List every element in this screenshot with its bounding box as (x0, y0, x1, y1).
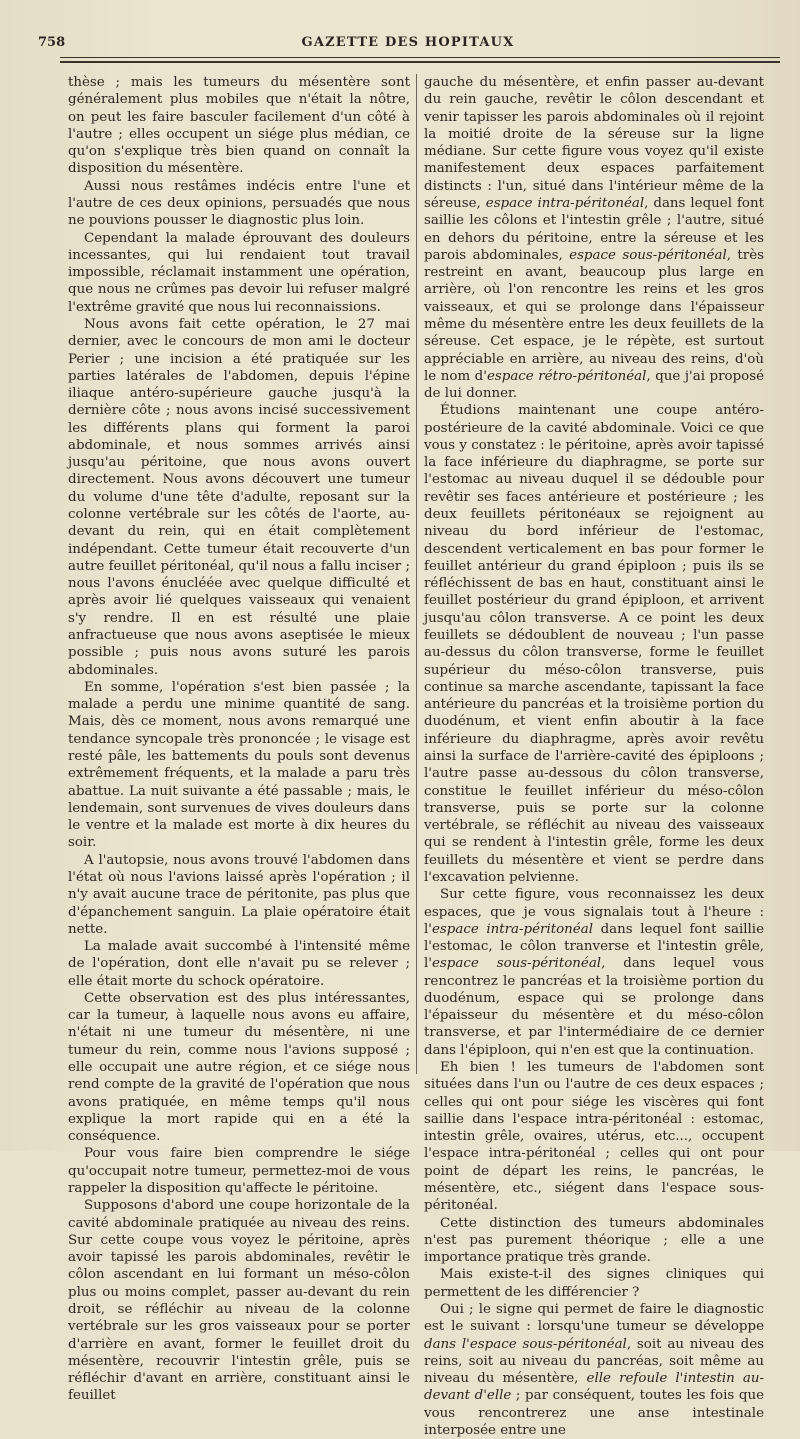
paragraph (424, 886, 764, 1059)
paragraph: Aussi nous restâmes indécis entre l'une et l'autre de ces deux opinions, persuadés que nous ne pouvions pousser le diagnostic plus loin. (68, 178, 410, 229)
text-run: Étudions maintenant une coupe antéro-postérieure de la cavité abdominale. Voici ce que vous y constatez : le péritoine, après avoir tapissé la face inférieure du diaphragme, se porte sur l'estomac au niveau duquel il se dédouble pour revêtir ses faces antérieure et postérieure ; les deux feuillets péritonéaux se rejoignent au niveau du bord inférieur de l'estomac, descendent verticalement en bas pour former le feuillet antérieur du grand épiploon ; puis ils se réfléchissent de bas en haut, constituant ainsi le feuillet postérieur du grand épiploon, et arrivent jusqu'au côlon transverse. A ce point les deux feuillets se dédoublent de nouveau ; l'un passe au-dessus du côlon transverse, forme le feuillet supérieur du méso-côlon transverse, puis continue sa marche ascendante, tapissant la face antérieure du pancréas et la troisième portion du duodénum, et vient enfin aboutir à la face inférieure du diaphragme, après avoir revêtu ainsi la surface de l'arrière-cavité des épiploons ; l'autre passe au-dessous du côlon transverse, constitue le feuillet inférieur du méso-côlon transverse, puis se porte sur la colonne vertébrale, se réfléchit au niveau des vaisseaux qui se rendent à l'intestin grêle, forme les deux feuillets du mésentère et vient se perdre dans l'excavation pelvienne. (424, 403, 764, 885)
page-header (38, 32, 778, 54)
paragraph: Cependant la malade éprouvant des douleurs incessantes, qui lui rendaient tout travail impossible, réclamait instamment une opération, que nous ne crûmes pas devoir lui refuser malgré l'extrême gravité que nous lui reconnaissions. (68, 230, 410, 315)
italic-term: espace intra-péritonéal (485, 195, 645, 211)
text-run: , dans lequel vous rencontrez le pancréas et la troisième portion du duodénum, espace qui se prolonge dans l'épaisseur du mésentère et du méso-côlon transverse, et par l'intermédiaire de ce dernier dans l'épiploon, qui n'en est que la continuation. (424, 956, 764, 1058)
column-divider (416, 74, 417, 1074)
text-run: Cette distinction des tumeurs abdominales n'est pas purement théorique ; elle a une importance pratique très grande. (424, 1215, 764, 1266)
left-column (68, 74, 410, 1405)
text-run: , dans lequel font saillie les côlons et l'intestin grêle ; l'autre, situé en dehors du péritoine, entre la séreuse et les parois abdominales, (424, 195, 764, 263)
paragraph: En somme, l'opération s'est bien passée ; la malade a perdu une minime quantité de sang. Mais, dès ce moment, nous avons remarqué une tendance syncopale très prononcée ; le visage est resté pâle, les battements du pouls sont devenus extrêmement fréquents, et la malade a paru très abattue. La nuit suivante a été passable ; mais, le lendemain, sont survenues de vives douleurs dans le ventre et la malade est morte à dix heures du soir. (68, 679, 410, 851)
paragraph: Pour vous faire bien comprendre le siége qu'occupait notre tumeur, permettez-moi de vous rappeler la disposition qu'affecte le péritoine. (68, 1146, 410, 1196)
paragraph: Cette observation est des plus intéressantes, car la tumeur, à laquelle nous avons eu affaire, n'était ni une tumeur du mésentère, ni une tumeur du rein, comme nous l'avions supposé ; elle occupait une autre région, et ce siége nous rend compte de la gravité de l'opération que nous avons pratiquée, en même temps qu'il nous explique la mort rapide qui en a été la conséquence. (68, 990, 410, 1145)
italic-term: elle refoule l'intestin au-devant d'elle (424, 1371, 765, 1404)
text-run: Mais existe-t-il des signes cliniques qui permettent de les différencier ? (424, 1267, 764, 1300)
header-rule-thin (60, 57, 780, 58)
italic-term: espace sous-péritonéal (569, 247, 727, 263)
journal-title: GAZETTE DES HOPITAUX (301, 35, 515, 50)
text-run: , que j'ai proposé de lui donner. (424, 368, 765, 402)
paragraph (424, 402, 764, 886)
text-run: , soit au niveau des reins, soit au niveau du pancréas, soit même au niveau du mésentère, (424, 1336, 764, 1387)
text-run: ; par conséquent, toutes les fois que vous rencontrerez une anse intestinale interposée entre une (424, 1388, 764, 1438)
paragraph (424, 1215, 764, 1267)
right-column (424, 74, 764, 1439)
paragraph: Nous avons fait cette opération, le 27 mai dernier, avec le concours de mon ami le docteur Perier ; une incision a été pratiquée sur les parties latérales de l'abdomen, depuis l'épine iliaque antéro-supérieure gauche jusqu'à la dernière côte ; nous avons incisé successivement les différents plans qui forment la paroi abdominale, et nous sommes arrivés ainsi jusqu'au péritoine, que nous avons ouvert directement. Nous avons découvert une tumeur du volume d'une tête d'adulte, reposant sur la colonne vertébrale sur les côtés de l'aorte, au-devant du rein, qui en était complètement indépendant. Cette tumeur était recouverte d'un autre feuillet péritonéal, qu'il nous a fallu inciser ; nous l'avons énucléée avec quelque difficulté et après avoir lié quelques vaisseaux qui venaient s'y rendre. Il en est résulté une plaie anfractueuse que nous avons aseptisée le mieux possible ; puis nous avons suturé les parois abdominales. (68, 316, 410, 678)
italic-term: dans l'espace sous-péritonéal (424, 1336, 627, 1352)
paragraph (424, 74, 764, 402)
paragraph: Supposons d'abord une coupe horizontale de la cavité abdominale pratiquée au niveau des reins. Sur cette coupe vous voyez le péritoine, après avoir tapissé les parois abdominales, revêtir le côlon ascendant en lui formant un méso-côlon plus ou moins complet, passer au-devant du rein droit, se réfléchir au niveau de la colonne vertébrale sur les gros vaisseaux pour se porter d'arrière en avant, former le feuillet droit du mésentère, recouvrir l'intestin grêle, puis se réfléchir d'avant en arrière, constituant ainsi le feuillet (68, 1198, 410, 1404)
text-run: , très restreint en avant, beaucoup plus large en arrière, où l'on rencontre les reins et les gros vaisseaux, et qui se prolonge dans l'épaisseur même du mésentère entre les deux feuillets de la séreuse. Cet espace, je le répète, est surtout appréciable en arrière, au niveau des reins, d'où le nom d' (424, 247, 764, 384)
text-run: dans lequel font saillie l'estomac, le côlon tranverse et l'intestin grêle, l' (424, 921, 764, 972)
text-run: Oui ; le signe qui permet de faire le diagnostic est le suivant : lorsqu'une tumeur se développe (424, 1301, 764, 1335)
text-run: gauche du mésentère, et enfin passer au-devant du rein gauche, revêtir le côlon descendant et venir tapisser les parois abdominales où il rejoint la moitié droite de la séreuse sur la ligne médiane. Sur cette figure vous voyez qu'il existe manifestement deux espaces parfaitement distincts : l'un, situé dans l'intérieur même de la séreuse, (424, 75, 764, 211)
header-rule-thick (60, 61, 780, 63)
paragraph (424, 1266, 764, 1301)
paragraph: thèse ; mais les tumeurs du mésentère sont généralement plus mobiles que n'était la nôtre, on peut les faire basculer facilement d'un côté à l'autre ; elles occupent un siége plus médian, ce qu'on s'explique très bien quand on connaît la disposition du mésentère. (68, 75, 410, 177)
text-run: Eh bien ! les tumeurs de l'abdomen sont situées dans l'un ou l'autre de ces deux espaces ; celles qui ont pour siége les viscères qui font saillie dans l'espace intra-péritonéal : estomac, intestin grêle, ovaires, utérus, etc..., occupent l'espace intra-péritonéal ; celles qui ont pour point de départ les reins, le pancréas, le mésentère, etc., siégent dans l'espace sous-péritonéal. (424, 1060, 764, 1214)
paragraph (424, 1301, 764, 1439)
italic-term: espace sous-péritonéal (431, 956, 602, 972)
paragraph: A l'autopsie, nous avons trouvé l'abdomen dans l'état où nous l'avions laissé après l'opération ; il n'y avait aucune trace de péritonite, pas plus que d'épanchement sanguin. La plaie opératoire était nette. (68, 852, 410, 937)
paragraph (424, 1059, 764, 1215)
page-number: 758 (38, 35, 66, 50)
paragraph: La malade avait succombé à l'intensité même de l'opération, dont elle n'avait pu se relever ; elle était morte du schock opératoire. (68, 939, 410, 989)
italic-term: espace rétro-péritonéal (486, 368, 647, 384)
text-run: Sur cette figure, vous reconnaissez les deux espaces, que je vous signalais tout à l'heure : l' (424, 887, 764, 937)
italic-term: espace intra-péritonéal (431, 921, 593, 937)
